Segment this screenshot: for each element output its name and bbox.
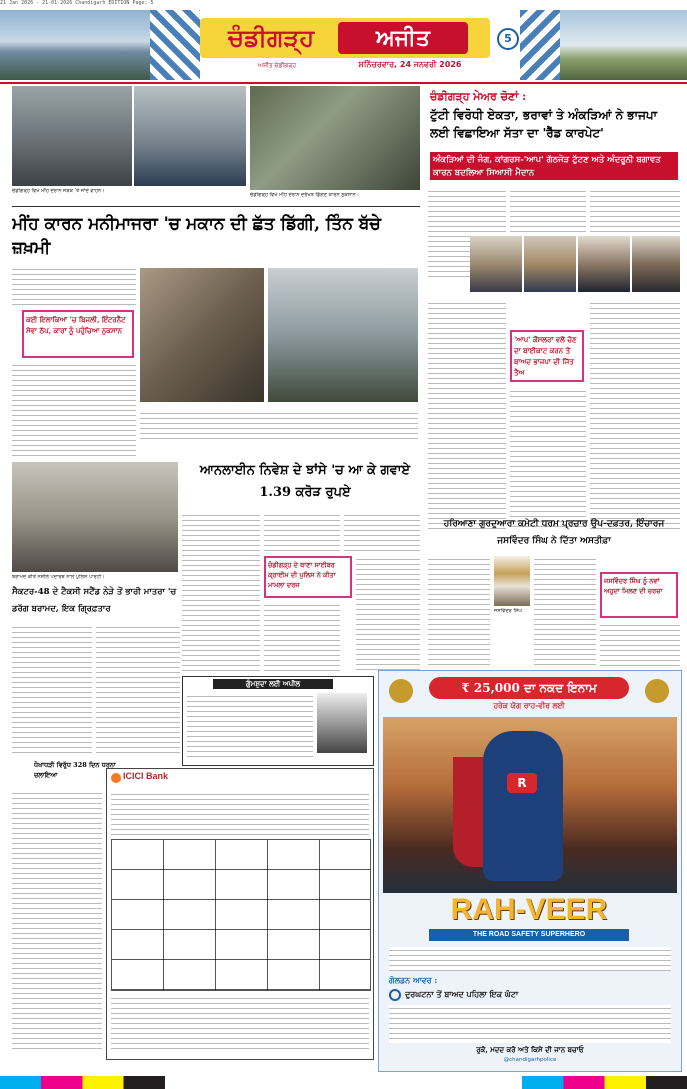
haryana-body-1 <box>428 556 490 666</box>
missing-notice-title: ਗੁੰਮਸ਼ੁਦਾ ਲਈ ਅਪੀਲ <box>213 679 333 689</box>
masthead-left-photo <box>0 10 150 80</box>
mayor-body-6 <box>590 300 680 530</box>
mayor-pullquote: 'ਆਪ' ਕੌਂਸਲਰਾਂ ਵਲੋਂ ਚੋਣ ਦਾ ਬਾਈਕਾਟ ਕਰਨ ਤੋਂ ਬਾਅਦ ਭਾਜਪਾ ਦੀ ਜਿੱਤ ਤੈਅ <box>510 330 584 382</box>
mayor-headline: ਟੁੱਟੀ ਵਿਰੋਧੀ ਏਕਤਾ, ਭਰਾਵਾਂ ਤੇ ਅੰਕੜਿਆਂ ਨੇ ਭਾਜਪਾ ਲਈ ਵਿਛਾਇਆ ਸੱਤਾ ਦਾ 'ਰੈੱਡ ਕਾਰਪੇਟ' <box>430 108 658 140</box>
fraud-body-4 <box>264 602 340 672</box>
sector48-body-1 <box>12 624 92 754</box>
haryana-body-3 <box>600 622 680 666</box>
mayor-body-5 <box>510 388 586 530</box>
drug-photo-caption: ਬਰਾਮਦ ਕੀਤੇ ਨਸ਼ੀਲੇ ਪਦਾਰਥ ਨਾਲ ਪੁਲਿਸ ਪਾਰਟੀ। <box>12 574 105 580</box>
print-line: 21 Jan 2026 - 21-01-2026 Chandigarh EDITION Page: 5 <box>0 0 154 6</box>
mayor-portrait-2 <box>524 236 576 292</box>
jaswinder-portrait <box>494 556 530 606</box>
reward-subtitle: ਹਰੇਕ ਯੋਗ ਰਾਹ-ਵੀਰ ਲਈ <box>493 701 565 710</box>
bank-name: ICICI Bank <box>123 771 169 781</box>
mayor-body-2 <box>510 188 586 236</box>
closing-line: ਰੁਕੋ, ਮਦਦ ਕਰੋ ਅਤੇ ਕਿਸੇ ਦੀ ਜਾਨ ਬਚਾਓ <box>476 1045 584 1054</box>
icici-notice-text-2 <box>111 995 369 1053</box>
manimajra-headline: ਮੀਂਹ ਕਾਰਨ ਮਨੀਮਾਜਰਾ 'ਚ ਮਕਾਨ ਦੀ ਛੱਤ ਡਿੱਗੀ, ਤਿੰਨ ਬੱਚੇ ਜ਼ਖ਼ਮੀ <box>12 214 381 258</box>
masthead-left-pattern <box>150 10 200 80</box>
manimajra-body-3 <box>140 410 418 440</box>
paper-name-right: ਅਜੀਤ <box>338 22 468 54</box>
haryana-headline: ਹਰਿਆਣਾ ਗੁਰਦੁਆਰਾ ਕਮੇਟੀ ਧਰਮ ਪ੍ਰਚਾਰ ਉਪ-ਦਫ਼ਤਰ, ਇੰਚਾਰਜ ਜਸਵਿੰਦਰ ਸਿੰਘ ਨੇ ਦਿੱਤਾ ਅਸਤੀਫ਼ਾ <box>443 519 665 546</box>
rahveer-title: RAH-VEER <box>450 893 608 926</box>
reward-amount: ₹ 25,000 ਦਾ ਨਕਦ ਇਨਾਮ <box>429 677 629 699</box>
haryana-body-2 <box>534 556 596 666</box>
clock-icon <box>389 989 401 1001</box>
mayor-kicker: ਚੰਡੀਗੜ੍ਹ ਮੇਅਰ ਚੋਣਾਂ : <box>430 90 527 103</box>
manimajra-body-2 <box>12 362 136 458</box>
rain-caption-2: ਚੰਡੀਗੜ੍ਹ ਵਿਖੇ ਮੀਂਹ ਦੌਰਾਨ ਦਰੱਖਤ ਡਿੱਗਣ ਕਾਰਨ ਨੁਕਸਾਨ। <box>250 192 360 198</box>
rahveer-body-2 <box>389 1005 671 1043</box>
roof-collapse-photo <box>140 268 264 402</box>
fraud-body-5 <box>356 556 420 672</box>
portrait-caption: ਜਸਵਿੰਦਰ ਸਿੰਘ <box>494 608 522 614</box>
drug-seizure-photo <box>12 462 178 572</box>
mayor-subhead: ਅੰਕੜਿਆਂ ਦੀ ਜੰਗ, ਕਾਂਗਰਸ-'ਆਪ' ਗੱਠਜੋੜ ਟੁੱਟਣ ਅਤੇ ਅੰਦਰੂਨੀ ਬਗਾਵਤ ਕਾਰਨ ਬਦਲਿਆ ਸਿਆਸੀ ਮੈਦਾਨ <box>430 152 678 180</box>
masthead <box>0 10 687 84</box>
fraud-body-2 <box>264 512 340 552</box>
rahveer-tagline: THE ROAD SAFETY SUPERHERO <box>429 929 629 941</box>
tagline: ਅਜੀਤ ਚੰਡੀਗੜ੍ਹ <box>257 62 297 69</box>
mayor-portrait-1 <box>470 236 522 292</box>
hero-cape <box>453 757 483 867</box>
fraud-headline: ਆਨਲਾਈਨ ਨਿਵੇਸ਼ ਦੇ ਝਾਂਸੇ 'ਚ ਆ ਕੇ ਗਵਾਏ 1.39 ਕਰੋੜ ਰੁਪਏ <box>199 463 411 500</box>
manimajra-body-1 <box>12 266 136 306</box>
hisar-headline: ਧੋਖਾਧੜੀ ਵਿਰੁੱਧ 328 ਦਿਨ ਧਰਨਾ ਚਲਾਇਆ <box>34 761 116 779</box>
mayor-body-4 <box>428 300 506 530</box>
icici-logo-icon <box>111 773 121 783</box>
masthead-right-pattern <box>520 10 560 80</box>
icici-table <box>111 839 371 991</box>
haryana-pullquote: ਜਸਵਿੰਦਰ ਸਿੰਘ ਨੂੰ ਨਵਾਂ ਅਹੁਦਾ ਮਿਲਣ ਦੀ ਚਰਚਾ <box>600 572 678 618</box>
issue-date: ਸ਼ਨਿੱਚਰਵਾਰ, 24 ਜਨਵਰੀ 2026 <box>358 60 462 69</box>
fraud-body-1 <box>182 512 260 672</box>
rain-caption-1: ਚੰਡੀਗੜ੍ਹ ਵਿਖੇ ਮੀਂਹ ਦੌਰਾਨ ਸੜਕ 'ਤੇ ਜਾਂਦੇ ਵਾਹਨ। <box>12 188 105 194</box>
rahveer-hero-illustration <box>383 717 677 893</box>
golden-hour-text: ਦੁਰਘਟਨਾ ਤੋਂ ਬਾਅਦ ਪਹਿਲਾ ਇਕ ਘੰਟਾ <box>405 989 519 999</box>
rain-photo-cyclist <box>134 86 246 186</box>
hisar-body <box>12 790 102 1050</box>
icici-notice-text-1 <box>111 791 369 835</box>
sector48-headline: ਸੈਕਟਰ-48 ਦੇ ਟੈਕਸੀ ਸਟੈਂਡ ਨੇੜੇ ਤੋਂ ਭਾਰੀ ਮਾਤਰਾ 'ਚ ਡਰੱਗ ਬਰਾਮਦ, ਇਕ ਗ੍ਰਿਫ਼ਤਾਰ <box>12 587 177 614</box>
sector48-body-2 <box>96 624 180 754</box>
divider-rule <box>12 206 420 207</box>
icici-notice <box>106 768 374 1060</box>
rahveer-body-1 <box>389 947 671 971</box>
missing-person-photo <box>317 693 367 753</box>
missing-notice-text <box>187 693 313 759</box>
color-registration-bar <box>0 1076 687 1089</box>
golden-hour-label: ਗੋਲਡਨ ਆਵਰ : <box>389 975 438 985</box>
hero-emblem-icon: R <box>507 773 537 793</box>
rahveer-ad <box>378 670 682 1072</box>
missing-notice <box>182 676 374 766</box>
rain-photo-tree <box>250 86 420 190</box>
paper-name-left: ਚੰਡੀਗੜ੍ਹ <box>227 23 315 52</box>
police-badge-icon-right <box>645 679 669 703</box>
hero-figure <box>483 731 563 881</box>
mayor-portrait-3 <box>578 236 630 292</box>
rain-photo-cars <box>12 86 132 186</box>
fraud-pullquote: ਚੰਡੀਗੜ੍ਹ ਦੇ ਥਾਣਾ ਸਾਈਬਰ ਕ੍ਰਾਈਮ ਦੀ ਪੁਲਿਸ ਨੇ ਕੀਤਾ ਮਾਮਲਾ ਦਰਜ <box>264 556 352 598</box>
page-number: 5 <box>497 28 519 50</box>
mayor-portrait-4 <box>632 236 680 292</box>
manimajra-pullquote: ਕਈ ਇਲਾਕਿਆਂ 'ਚ ਬਿਜਲੀ, ਇੰਟਰਨੈੱਟ ਸੇਵਾ ਠੱਪ, ਕਾਰਾਂ ਨੂੰ ਪਹੁੰਚਿਆ ਨੁਕਸਾਨ <box>22 310 134 358</box>
masthead-right-photo <box>560 10 687 80</box>
fallen-tree-car-photo <box>268 268 418 402</box>
social-handle: @chandigarhpolice <box>503 1057 557 1063</box>
mayor-body-3 <box>590 188 680 236</box>
fraud-body-3 <box>344 512 420 552</box>
police-badge-icon-left <box>389 679 413 703</box>
